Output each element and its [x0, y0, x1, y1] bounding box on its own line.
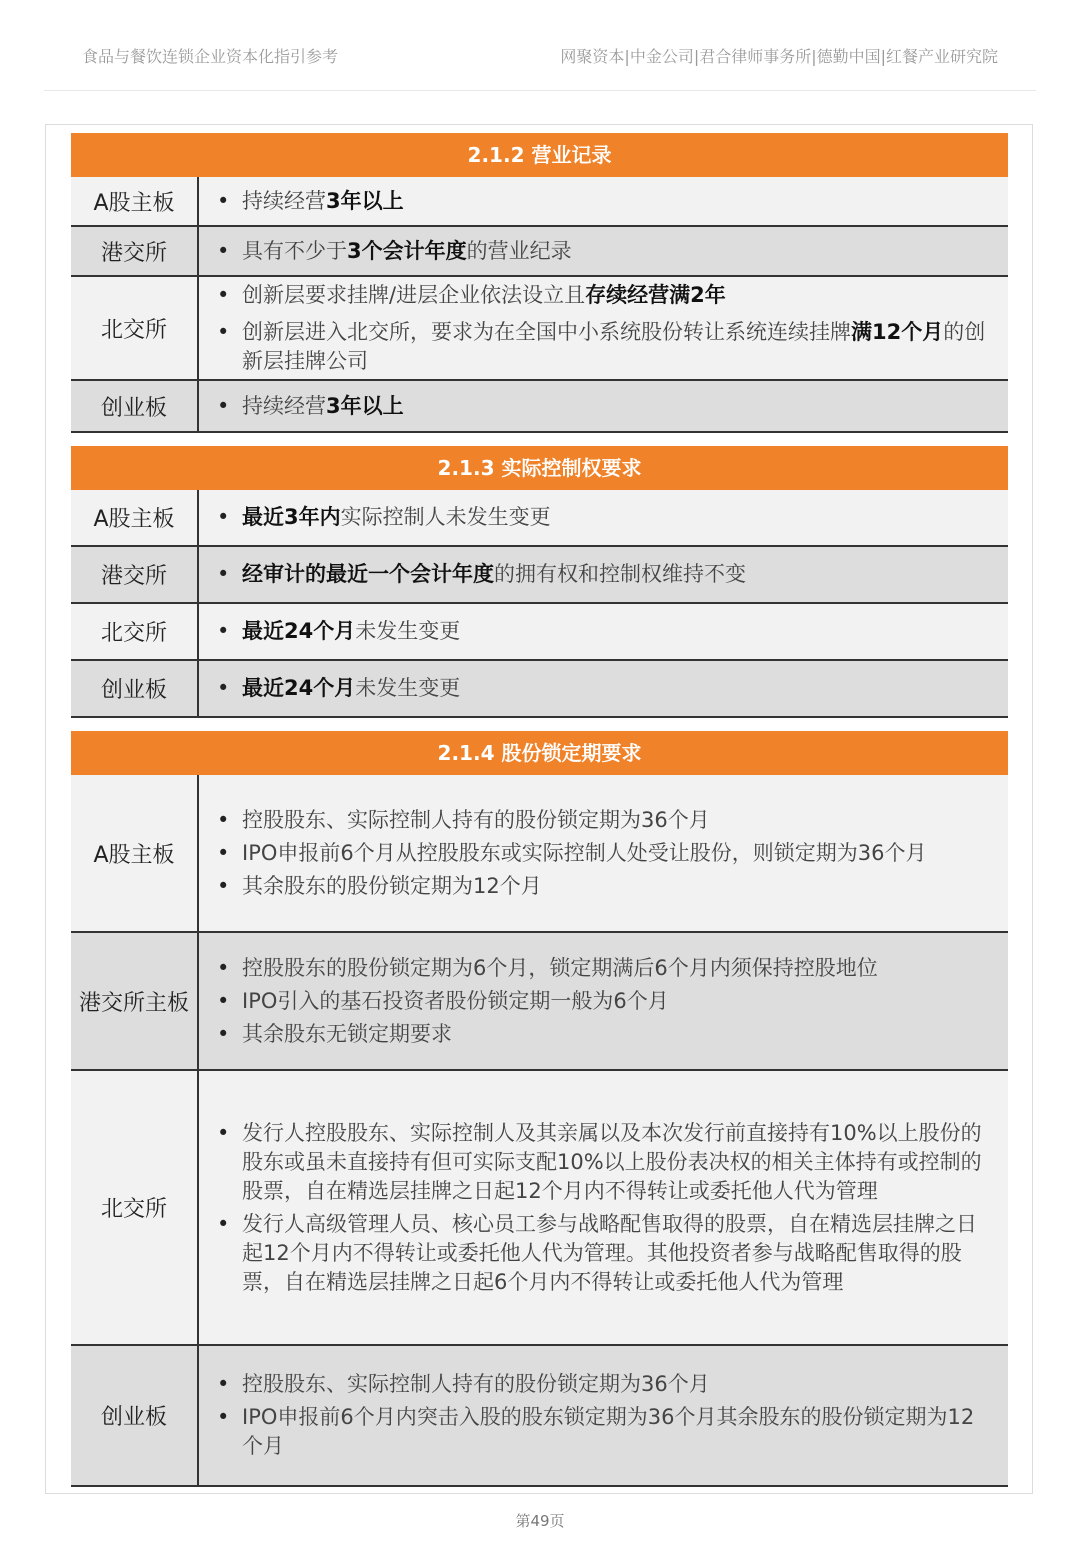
bullet-item — [215, 392, 988, 421]
emphasis-text: 经审计的最近一个会计年度 — [242, 562, 494, 586]
bullet-text — [242, 987, 988, 1016]
emphasis-text: 3年以上 — [326, 188, 404, 213]
body-text: 其余股东无锁定期要求 — [242, 1021, 452, 1046]
bullet-text — [242, 187, 988, 216]
bullet-text — [242, 1403, 988, 1461]
page-number: 第49页 — [515, 1512, 565, 1530]
bullet-icon — [215, 237, 242, 266]
body-text: 的拥有权和控制权维持不变 — [494, 562, 746, 586]
row-label: A股主板 — [71, 177, 199, 225]
emphasis-text: 3年以上 — [326, 393, 404, 418]
bullet-text — [242, 1210, 988, 1297]
bullet-icon — [215, 281, 242, 310]
bullet-icon — [215, 872, 242, 901]
bullet-text — [242, 318, 988, 376]
row-label: 创业板 — [71, 1346, 199, 1485]
section-spacer — [71, 433, 1008, 446]
bullet-icon — [215, 839, 242, 868]
body-text: IPO引入的基石投资者股份锁定期一般为6个月 — [242, 988, 669, 1013]
emphasis-text: 最近24个月 — [242, 619, 356, 643]
body-text: 控股股东、实际控制人持有的股份锁定期为36个月 — [242, 1372, 710, 1396]
table-row — [71, 661, 1008, 718]
header-doc-title: 食品与餐饮连锁企业资本化指引参考 — [82, 47, 339, 66]
bullet-icon — [215, 560, 242, 589]
bullet-icon — [215, 392, 242, 421]
bullet-text — [242, 806, 988, 835]
body-text: 具有不少于 — [242, 238, 347, 263]
bullet-item — [215, 987, 988, 1016]
table-row — [71, 775, 1008, 933]
row-label: A股主板 — [71, 490, 199, 545]
emphasis-text: 存续经营满2年 — [585, 282, 726, 307]
row-content — [199, 661, 1008, 716]
table-row — [71, 1346, 1008, 1487]
body-text: 其余股东的股份锁定期为12个月 — [242, 873, 542, 898]
bullet-item — [215, 1020, 988, 1049]
row-content — [199, 177, 1008, 225]
bullet-icon — [215, 503, 242, 532]
row-content — [199, 775, 1008, 931]
body-text: 持续经营 — [242, 393, 326, 418]
body-text: 控股股东的股份锁定期为6个月，锁定期满后6个月内须保持控股地位 — [242, 955, 878, 980]
bullet-item — [215, 1119, 988, 1206]
row-content — [199, 490, 1008, 545]
body-text: 未发生变更 — [355, 619, 461, 643]
row-content — [199, 1346, 1008, 1485]
table-row — [71, 547, 1008, 604]
row-content — [199, 277, 1008, 379]
bullet-text — [242, 281, 988, 310]
table-row — [71, 933, 1008, 1071]
bullet-item — [215, 187, 988, 216]
section-spacer — [71, 718, 1008, 731]
requirements-table — [71, 133, 1008, 1487]
bullet-icon — [215, 674, 242, 703]
bullet-text — [242, 1119, 988, 1206]
body-text: IPO申报前6个月内突击入股的股东锁定期为36个月其余股东的股份锁定期为12个月 — [242, 1405, 975, 1458]
bullet-icon — [215, 1119, 242, 1206]
bullet-item — [215, 318, 988, 376]
table-row — [71, 490, 1008, 547]
bullet-icon — [215, 1370, 242, 1399]
row-content — [199, 933, 1008, 1069]
bullet-icon — [215, 987, 242, 1016]
row-label: 北交所 — [71, 277, 199, 379]
body-text: 发行人控股股东、实际控制人及其亲属以及本次发行前直接持有10%以上股份的股东或虽未直接持有但可实际支配10%以上股份表决权的相关主体持有或控制的股票，自在精选层挂牌之日起12个月内不得转让或委托他人代为管理 — [242, 1120, 982, 1203]
body-text: 创新层要求挂牌/进层企业依法设立且 — [242, 282, 586, 307]
row-content — [199, 547, 1008, 602]
table-row — [71, 604, 1008, 661]
body-text: IPO申报前6个月从控股股东或实际控制人处受让股份，则锁定期为36个月 — [242, 840, 927, 865]
table-row — [71, 277, 1008, 381]
bullet-icon — [215, 806, 242, 835]
section-title: 2.1.4 股份锁定期要求 — [71, 731, 1008, 775]
bullet-item — [215, 806, 988, 835]
table-row — [71, 1071, 1008, 1346]
emphasis-text: 最近3年内 — [242, 505, 341, 529]
row-label: 北交所 — [71, 604, 199, 659]
row-label: 创业板 — [71, 381, 199, 431]
row-label: 港交所主板 — [71, 933, 199, 1069]
bullet-item — [215, 237, 988, 266]
page-header — [82, 44, 998, 67]
bullet-text — [242, 503, 988, 532]
bullet-item — [215, 617, 988, 646]
bullet-item — [215, 1403, 988, 1461]
row-label: 创业板 — [71, 661, 199, 716]
bullet-text — [242, 617, 988, 646]
bullet-icon — [215, 1403, 242, 1461]
bullet-item — [215, 281, 988, 310]
body-text: 发行人高级管理人员、核心员工参与战略配售取得的股票，自在精选层挂牌之日起12个月内不得转让或委托他人代为管理。其他投资者参与战略配售取得的股票，自在精选层挂牌之日起6个月内不得转让或委托他人代为管理 — [242, 1211, 977, 1294]
row-content — [199, 381, 1008, 431]
bullet-icon — [215, 954, 242, 983]
bullet-item — [215, 954, 988, 983]
section-title: 2.1.2 营业记录 — [71, 133, 1008, 177]
row-content — [199, 1071, 1008, 1344]
bullet-icon — [215, 187, 242, 216]
body-text: 实际控制人未发生变更 — [340, 505, 551, 529]
header-divider — [44, 90, 1036, 91]
body-text: 的营业纪录 — [466, 238, 572, 263]
body-text: 的创新层挂牌公司 — [242, 319, 986, 373]
bullet-text — [242, 674, 988, 703]
emphasis-text: 满12个月 — [851, 319, 944, 344]
body-text: 未发生变更 — [355, 676, 461, 700]
bullet-text — [242, 237, 988, 266]
bullet-text — [242, 392, 988, 421]
section-title: 2.1.3 实际控制权要求 — [71, 446, 1008, 490]
emphasis-text: 3个会计年度 — [347, 238, 467, 263]
row-label: A股主板 — [71, 775, 199, 931]
bullet-icon — [215, 1210, 242, 1297]
row-label: 港交所 — [71, 227, 199, 275]
row-content — [199, 227, 1008, 275]
bullet-icon — [215, 1020, 242, 1049]
table-row — [71, 227, 1008, 277]
bullet-item — [215, 1370, 988, 1399]
row-label: 北交所 — [71, 1071, 199, 1344]
bullet-text — [242, 560, 988, 589]
bullet-text — [242, 1020, 988, 1049]
bullet-text — [242, 1370, 988, 1399]
row-label: 港交所 — [71, 547, 199, 602]
body-text: 控股股东、实际控制人持有的股份锁定期为36个月 — [242, 807, 710, 832]
bullet-text — [242, 872, 988, 901]
table-row — [71, 381, 1008, 433]
header-publishers: 网聚资本|中金公司|君合律师事务所|德勤中国|红餐产业研究院 — [560, 47, 998, 66]
bullet-item — [215, 1210, 988, 1297]
bullet-item — [215, 560, 988, 589]
row-content — [199, 604, 1008, 659]
bullet-item — [215, 674, 988, 703]
bullet-icon — [215, 318, 242, 376]
body-text: 持续经营 — [242, 188, 326, 213]
bullet-item — [215, 839, 988, 868]
bullet-item — [215, 872, 988, 901]
bullet-item — [215, 503, 988, 532]
bullet-icon — [215, 617, 242, 646]
emphasis-text: 最近24个月 — [242, 676, 356, 700]
bullet-text — [242, 954, 988, 983]
bullet-text — [242, 839, 988, 868]
body-text: 创新层进入北交所，要求为在全国中小系统股份转让系统连续挂牌 — [242, 319, 851, 344]
table-row — [71, 177, 1008, 227]
